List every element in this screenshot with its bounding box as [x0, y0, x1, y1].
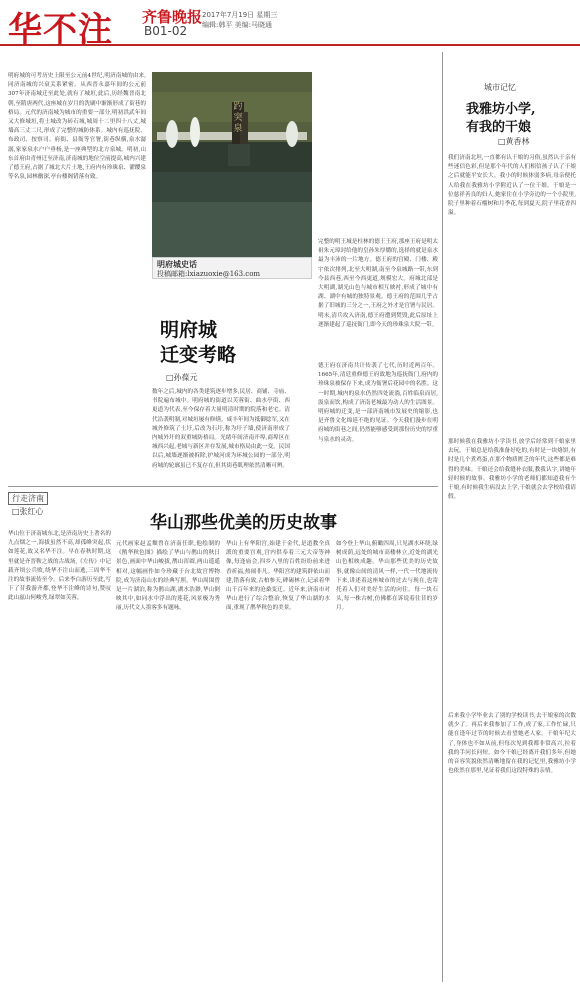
article2-column-tag	[8, 492, 48, 505]
news-photo	[152, 72, 312, 257]
page-header	[0, 0, 580, 50]
section-divider	[8, 486, 438, 487]
article1-text-col1: 明府城的可考历史上限至公元前4世纪,明济南城的由来,同济南城的兴衰关系紧密。从西晋永嘉年间的公元前307年济南城迁至此处,就有了城垣,此后,历经魏晋南北朝,至隋唐两代,这座城在岁月的洗刷中渐渐形成了街巷的格局。元代的济南城为城市的重要一部分,明初洪武年间又大修城垣,将土城改为砖石城,城周十二里四十八丈,城墙高三丈二尺,形成了完整的城防体系。城内有巡抚院、布政司、按察司、府衙、县衙等官署,街巷纵横,泉水潺潺,家家泉水户户垂杨,是一座典型的北方泉城。明初,山东首府由青州迁至济南,济南城的地位空前提高,城内兴建了德王府,占据了城北大片土地,王府内有珍珠泉、濯缨泉等名泉,园林幽深,亭台楼阁错落有致。	[8, 73, 146, 181]
photo-caption-box	[152, 257, 312, 279]
article3-byline: □黄香林	[498, 137, 530, 146]
article1-text-col4: 德王府在济南共计传袭了七代,历时近两百年。1665年,清廷重修德王府故地为巡抚衙门,府内的珍珠泉被保存下来,成为衙署后花园中的名胜。这一时期,城内的泉水仍然四处流淌,百姓临泉而居,汲泉而饮,构成了济南老城最为动人的生活图景。明府城的迁变,是一部济南城市发展史的缩影,也是齐鲁文化绵延不绝的见证。今天我们漫步在明府城的街巷之间,仍然能够感受到那份历史的厚重与泉水的灵动。	[318, 363, 438, 443]
newspaper-name: 齐鲁晚报	[142, 8, 203, 26]
page-number: B01-02	[144, 24, 188, 38]
column-divider	[442, 52, 443, 982]
article2-text-col1: 华山位于济南城东北,是济南历史上著名的九点烟之一,海拔虽然不高,却孤峰突起,状如莲花,故又名华不注。早在春秋时期,这里就是齐晋鞍之战的古战场,《左传》中记载齐顷公兵败,绕华不注山而逃,三周华不注的故事流传至今。后来李白游历至此,写下了昔我游齐都,登华不注峰的诗句,赞叹此山兹山何峻秀,绿翠如芙蓉。	[8, 531, 111, 602]
article3-title-line1: 我雅坊小学,	[466, 102, 536, 117]
article2-text-col4: 如今登上华山,俯瞰四周,只见湖水环绕,绿树成荫,远处的城市高楼林立,近处的湖光山色相映成趣。华山那些优美的历史故事,就像山间的清风一样,一代一代地流传下来,讲述着这座城市的过去与现在,也寄托着人们对美好生活的向往。每一块石头,每一株古树,仿佛都在诉说着往昔的岁月。	[336, 541, 438, 612]
submission-email: 投稿邮箱:lxiazuoxie@163.com	[157, 270, 261, 278]
article3-text-col1: 我们济南北坦,一直都有认干娘的习俗,虽然认干亲有些迷信色彩,但是那个年代的人们相信孩子认了干娘之后就能平安长大。我小的时候体弱多病,母亲便托人给我在我雅坊小学附近认了一位干娘。干娘是一位慈祥善良的妇人,她家住在小学旁边的一个小院里,院子里种着石榴树和月季花,每到夏天,院子里花香四溢。	[448, 155, 576, 217]
article3-text-col3: 后来我小学毕业去了别的学校读书,去干娘家的次数就少了。再后来我参加了工作,成了家,工作忙碌,只能在逢年过节的时候去看望她老人家。干娘年纪大了,身体也不如从前,但每次见到我都非常高兴,拉着我的手问长问短。如今干娘已经离开我们多年,但她的音容笑貌依然清晰地留在我的记忆里,我雅坊小学也依然在那里,见证着我们这段特殊的亲情。	[448, 713, 576, 775]
article3-column-tag: 城市记忆	[484, 83, 516, 92]
article2-title: 华山那些优美的历史故事	[150, 513, 337, 533]
fountain-photo-image	[152, 72, 312, 257]
article1-title-line2: 迁变考略	[160, 344, 237, 366]
section-brand: 华不注	[8, 10, 113, 50]
article3-text-col2: 那时候我在我雅坊小学读书,放学后经常到干娘家里去玩。干娘总是给我准备好吃的,有时是一块烙饼,有时是几个煮鸡蛋,在那个物质匮乏的年代,这些都是难得的美味。干娘还会给我缝补衣服,教我认字,讲她年轻时候的故事。我雅坊小学的老师们都知道我有个干娘,有时候我生病没去上学,干娘就会去学校给我请假。	[448, 439, 576, 501]
column-title: 明府城史话	[157, 259, 197, 269]
article2-byline: □张红心	[12, 507, 44, 516]
article1-text-col3: 完整的明王城是柱林的德王王府,那座王府是明太祖朱元璋封给他的皇孙朱厚爝的,选择的就是泉水最为丰沛的一片地方。德王府的宫殿、门楼、殿宇依次排列,北至大明湖,南至今泉城路一带,东到今县西巷,西至今西更道,规模宏大。府城北部是大明湖,湖光山色与城市相互映衬,形成了城中有湖、湖中有城的独特景观。德王府的范围几乎占据了旧城的三分之一,王府之外才是官署与民居。明末,清兵攻入济南,德王府遭到焚毁,此后原址上逐渐建起了巡抚衙门,即今天的珍珠泉大院一带。	[318, 239, 438, 328]
article1-byline: □孙葆元	[166, 373, 198, 382]
stele-inscription: 趵突泉	[233, 102, 243, 134]
article2-text-col2: 元代画家赵孟頫曾在济南任职,他绘制的《鹊华秋色图》描绘了华山与鹊山的秋日景色,画面中华山峻拔,鹊山浑圆,两山遥遥相对,这幅画作如今珍藏于台北故宫博物院,成为济南山水的经典写照。华山周围曾是一片湖泊,称为鹊山湖,湖水浩渺,华山倒映其中,如同水中浮出的莲花,风景极为秀丽,历代文人墨客多有题咏。	[116, 541, 220, 612]
article3-title-line2: 有我的干娘	[466, 120, 532, 135]
article1-title-line1: 明府城	[160, 319, 218, 341]
article2-text-col3: 华山上有华阳宫,始建于金代,是道教全真派的重要宫观,宫内供奉着三元大帝等神像,每逢庙会,四乡八里的百姓纷纷前来进香祈福,热闹非凡。华阳宫的建筑群依山而建,错落有致,古柏参天,碑碣林立,记录着华山千百年来的沧桑变迁。近年来,济南市对华山进行了综合整治,恢复了华山湖的水面,重现了鹊华秋色的美景。	[226, 541, 330, 612]
column-tag-label: 行走济南	[8, 492, 48, 505]
article1-text-col2: 数年之后,城内的各类建筑逐步增多,民居、商铺、寺庙、书院遍布城中。明府城的街道以芙蓉街、曲水亭街、西更道为代表,至今保存着大量明清时期的院落和老宅。清代沿袭明制,对城垣屡有修缮。咸丰年间为抵御捻军,又在城外修筑了土圩,后改为石圩,称为圩子墙,使济南形成了内城外圩的双重城防格局。光绪年间济南开埠,商埠区在城西兴起,老城与新区并存发展,城市格局由此一变。民国以后,城墙逐渐被拆除,护城河成为环城公园的一部分,明府城的轮廓虽已不复存在,但其街巷肌理依然清晰可辨。	[152, 389, 290, 469]
date-line: 2017年7月19日 星期三	[202, 11, 278, 19]
editor-line: 编辑:韩平 美编:马晓通	[202, 21, 272, 29]
